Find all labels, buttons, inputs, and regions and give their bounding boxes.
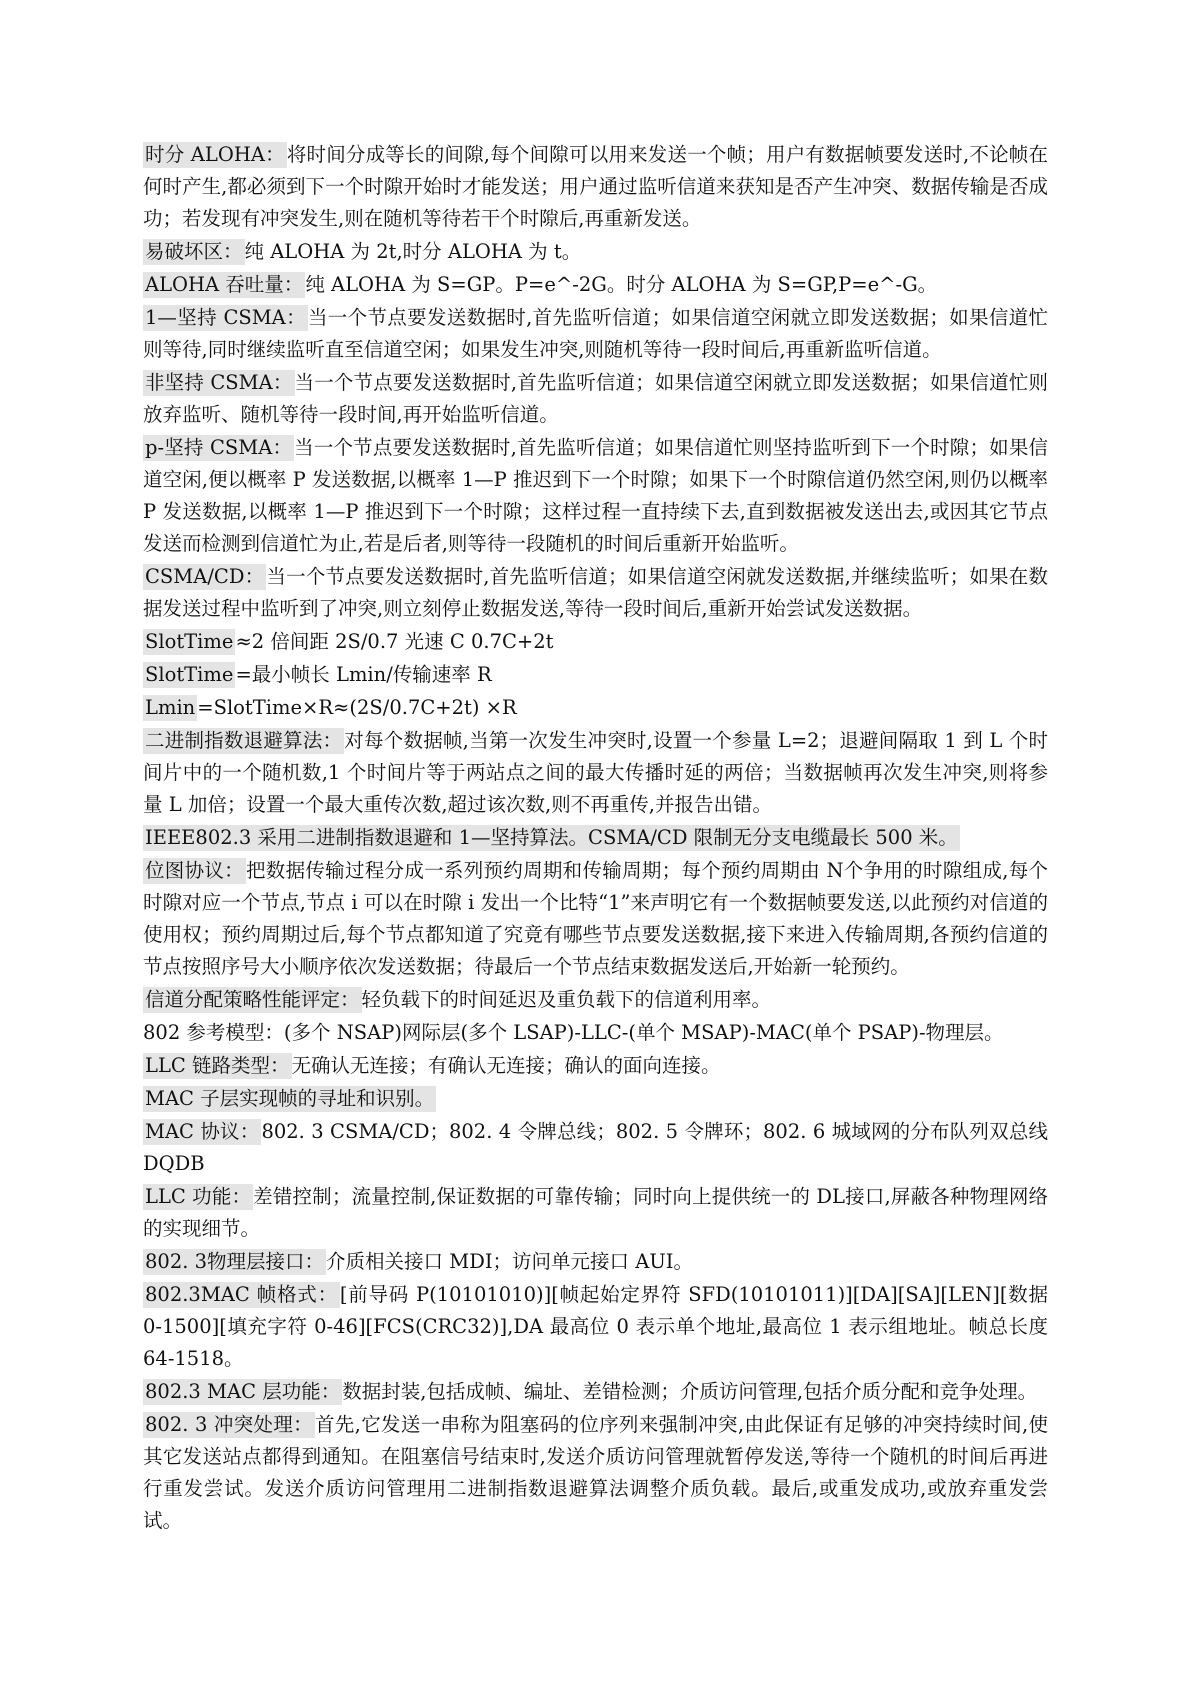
paragraph-mac-protocols (143, 1116, 1048, 1180)
paragraph-8023-physical-interface (143, 1246, 1048, 1278)
text-llc-functions: 差错控制；流量控制,保证数据的可靠传输；同时向上提供统一的 DL接口,屏蔽各种物理网络的实现细节。 (143, 1185, 1048, 1240)
text-llc-link-types: 无确认无连接；有确认无连接；确认的面向连接。 (291, 1054, 721, 1077)
paragraph-nonpersistent-csma (143, 367, 1048, 431)
term-p-persistent-csma: p-坚持 CSMA： (145, 436, 293, 459)
term-8023-mac-frame: 802.3MAC 帧格式： (145, 1283, 338, 1306)
paragraph-llc-functions (143, 1181, 1048, 1245)
term-slotted-aloha: 时分 ALOHA： (145, 143, 285, 166)
paragraph-llc-link-types (143, 1050, 1048, 1082)
term-slottime-1: SlotTime (145, 630, 234, 653)
term-8023-physical-interface: 802. 3物理层接口： (145, 1250, 325, 1273)
text-8023-collision-handling: 首先,它发送一串称为阻塞码的位序列来强制冲突,由此保证有足够的冲突持续时间,使其它发送站点都得到通知。在阻塞信号结束时,发送介质访问管理就暂停发送,等待一个随机的时间后再进行重发尝试。发送介质访问管理用二进制指数退避算法调整介质负载。最后,或重发成功,或放弃重发尝试。 (143, 1413, 1048, 1532)
paragraph-8023-mac-frame (143, 1279, 1048, 1375)
paragraph-vulnerable-period (143, 236, 1048, 268)
term-llc-link-types: LLC 链路类型： (145, 1054, 290, 1077)
paragraph-csma-cd (143, 561, 1048, 625)
text-channel-allocation: 轻负载下的时间延迟及重负载下的信道利用率。 (361, 988, 772, 1011)
term-mac-protocols: MAC 协议： (145, 1120, 260, 1143)
paragraph-802-reference-model (143, 1017, 1048, 1049)
text-slotted-aloha: 将时间分成等长的间隙,每个间隙可以用来发送一个帧；用户有数据帧要发送时,不论帧在何时产生,都必须到下一个时隙开始时才能发送；用户通过监听信道来获知是否产生冲突、数据传输是否成功；若发现有冲突发生,则在随机等待若干个时隙后,再重新发送。 (143, 143, 1048, 230)
text-p-persistent-csma: 当一个节点要发送数据时,首先监听信道；如果信道忙则坚持监听到下一个时隙；如果信道空闲,便以概率 P 发送数据,以概率 1—P 推迟到下一个时隙；如果下一个时隙信道仍然空闲,则仍以概率 P 发送数据,以概率 1—P 推迟到下一个时隙；这样过程一直持续下去,直到数据被发送出去,或因其它节点发送而检测到信道忙为止,若是后者,则等待一段随机的时间后重新开始监听。 (143, 436, 1048, 555)
text-aloha-throughput: 纯 ALOHA 为 S=GP。P=e^-2G。时分 ALOHA 为 S=GP,P=e^-G。 (305, 273, 938, 296)
paragraph-binary-backoff (143, 725, 1048, 821)
paragraph-slottime-2 (143, 659, 1048, 691)
paragraph-p-persistent-csma (143, 432, 1048, 560)
paragraph-8023-collision-handling (143, 1409, 1048, 1537)
paragraph-aloha-throughput (143, 269, 1048, 301)
text-mac-protocols: 802. 3 CSMA/CD；802. 4 令牌总线；802. 5 令牌环；802. 6 城域网的分布队列双总线 DQDB (143, 1120, 1049, 1175)
term-binary-backoff: 二进制指数退避算法： (145, 729, 343, 752)
text-binary-backoff: 对每个数据帧,当第一次发生冲突时,设置一个参量 L=2；退避间隔取 1 到 L 个时间片中的一个随机数,1 个时间片等于两站点之间的最大传播时延的两倍；当数据帧再次发生冲突,则将参量 L 加倍；设置一个最大重传次数,超过该次数,则不再重传,并报告出错。 (143, 729, 1048, 816)
term-aloha-throughput: ALOHA 吞吐量： (145, 273, 304, 296)
paragraph-8023-mac-functions (143, 1376, 1048, 1408)
term-1-persistent-csma: 1—坚持 CSMA： (145, 306, 306, 329)
text-802-reference-model: 802 参考模型：(多个 NSAP)网际层(多个 LSAP)-LLC-(单个 MSAP)-MAC(单个 PSAP)-物理层。 (143, 1021, 1004, 1044)
text-slottime-1: ≈2 倍间距 2S/0.7 光速 C 0.7C+2t (235, 630, 554, 653)
term-llc-functions: LLC 功能： (145, 1185, 252, 1208)
paragraph-channel-allocation (143, 984, 1048, 1016)
paragraph-slotted-aloha (143, 139, 1048, 235)
text-1-persistent-csma: 当一个节点要发送数据时,首先监听信道；如果信道空闲就立即发送数据；如果信道忙则等待,同时继续监听直至信道空闲；如果发生冲突,则随机等待一段时间后,再重新监听信道。 (143, 306, 1048, 361)
paragraph-bitmap-protocol (143, 855, 1048, 983)
text-slottime-2: =最小帧长 Lmin/传输速率 R (235, 663, 492, 686)
paragraph-slottime-1 (143, 626, 1048, 658)
text-mac-sublayer: MAC 子层实现帧的寻址和识别。 (145, 1087, 435, 1110)
term-vulnerable-period: 易破坏区： (145, 240, 243, 263)
text-lmin: =SlotTime×R≈(2S/0.7C+2t) ×R (197, 696, 517, 719)
text-csma-cd: 当一个节点要发送数据时,首先监听信道；如果信道空闲就发送数据,并继续监听；如果在数据发送过程中监听到了冲突,则立刻停止数据发送,等待一段时间后,重新开始尝试发送数据。 (143, 565, 1048, 620)
paragraph-ieee8023 (143, 822, 1048, 854)
term-channel-allocation: 信道分配策略性能评定： (145, 988, 360, 1011)
text-8023-mac-frame: [前导码 P(10101010)][帧起始定界符 SFD(10101011)][DA][SA][LEN][数据 0-1500][填充字符 0-46][FCS(CRC32)],DA 最高位 0 表示单个地址,最高位 1 表示组地址。帧总长度 64-1518。 (143, 1283, 1048, 1370)
term-8023-mac-functions: 802.3 MAC 层功能： (145, 1380, 341, 1403)
term-slottime-2: SlotTime (145, 663, 234, 686)
text-nonpersistent-csma: 当一个节点要发送数据时,首先监听信道；如果信道空闲就立即发送数据；如果信道忙则放弃监听、随机等待一段时间,再开始监听信道。 (143, 371, 1049, 426)
term-nonpersistent-csma: 非坚持 CSMA： (145, 371, 293, 394)
text-ieee8023: IEEE802.3 采用二进制指数退避和 1—坚持算法。CSMA/CD 限制无分支电缆最长 500 米。 (145, 826, 958, 849)
document-body (143, 139, 1048, 1538)
term-csma-cd: CSMA/CD： (145, 565, 265, 588)
term-bitmap-protocol: 位图协议： (145, 859, 244, 882)
text-8023-mac-functions: 数据封装,包括成帧、编址、差错检测；介质访问管理,包括介质分配和竞争处理。 (342, 1380, 1038, 1403)
text-bitmap-protocol: 把数据传输过程分成一系列预约周期和传输周期；每个预约周期由 N个争用的时隙组成,每个时隙对应一个节点,节点 i 可以在时隙 i 发出一个比特“1”来声明它有一个数据帧要发送,以此预约对信道的使用权；预约周期过后,每个节点都知道了究竟有哪些节点要发送数据,接下来进入传输周期,各预约信道的节点按照序号大小顺序依次发送数据；待最后一个节点结束数据发送后,开始新一轮预约。 (143, 859, 1048, 978)
paragraph-mac-sublayer (143, 1083, 1048, 1115)
text-vulnerable-period: 纯 ALOHA 为 2t,时分 ALOHA 为 t。 (244, 240, 582, 263)
paragraph-lmin (143, 692, 1048, 724)
term-8023-collision-handling: 802. 3 冲突处理： (145, 1413, 314, 1436)
term-lmin: Lmin (145, 696, 196, 719)
paragraph-1-persistent-csma (143, 302, 1048, 366)
text-8023-physical-interface: 介质相关接口 MDI；访问单元接口 AUI。 (326, 1250, 693, 1273)
